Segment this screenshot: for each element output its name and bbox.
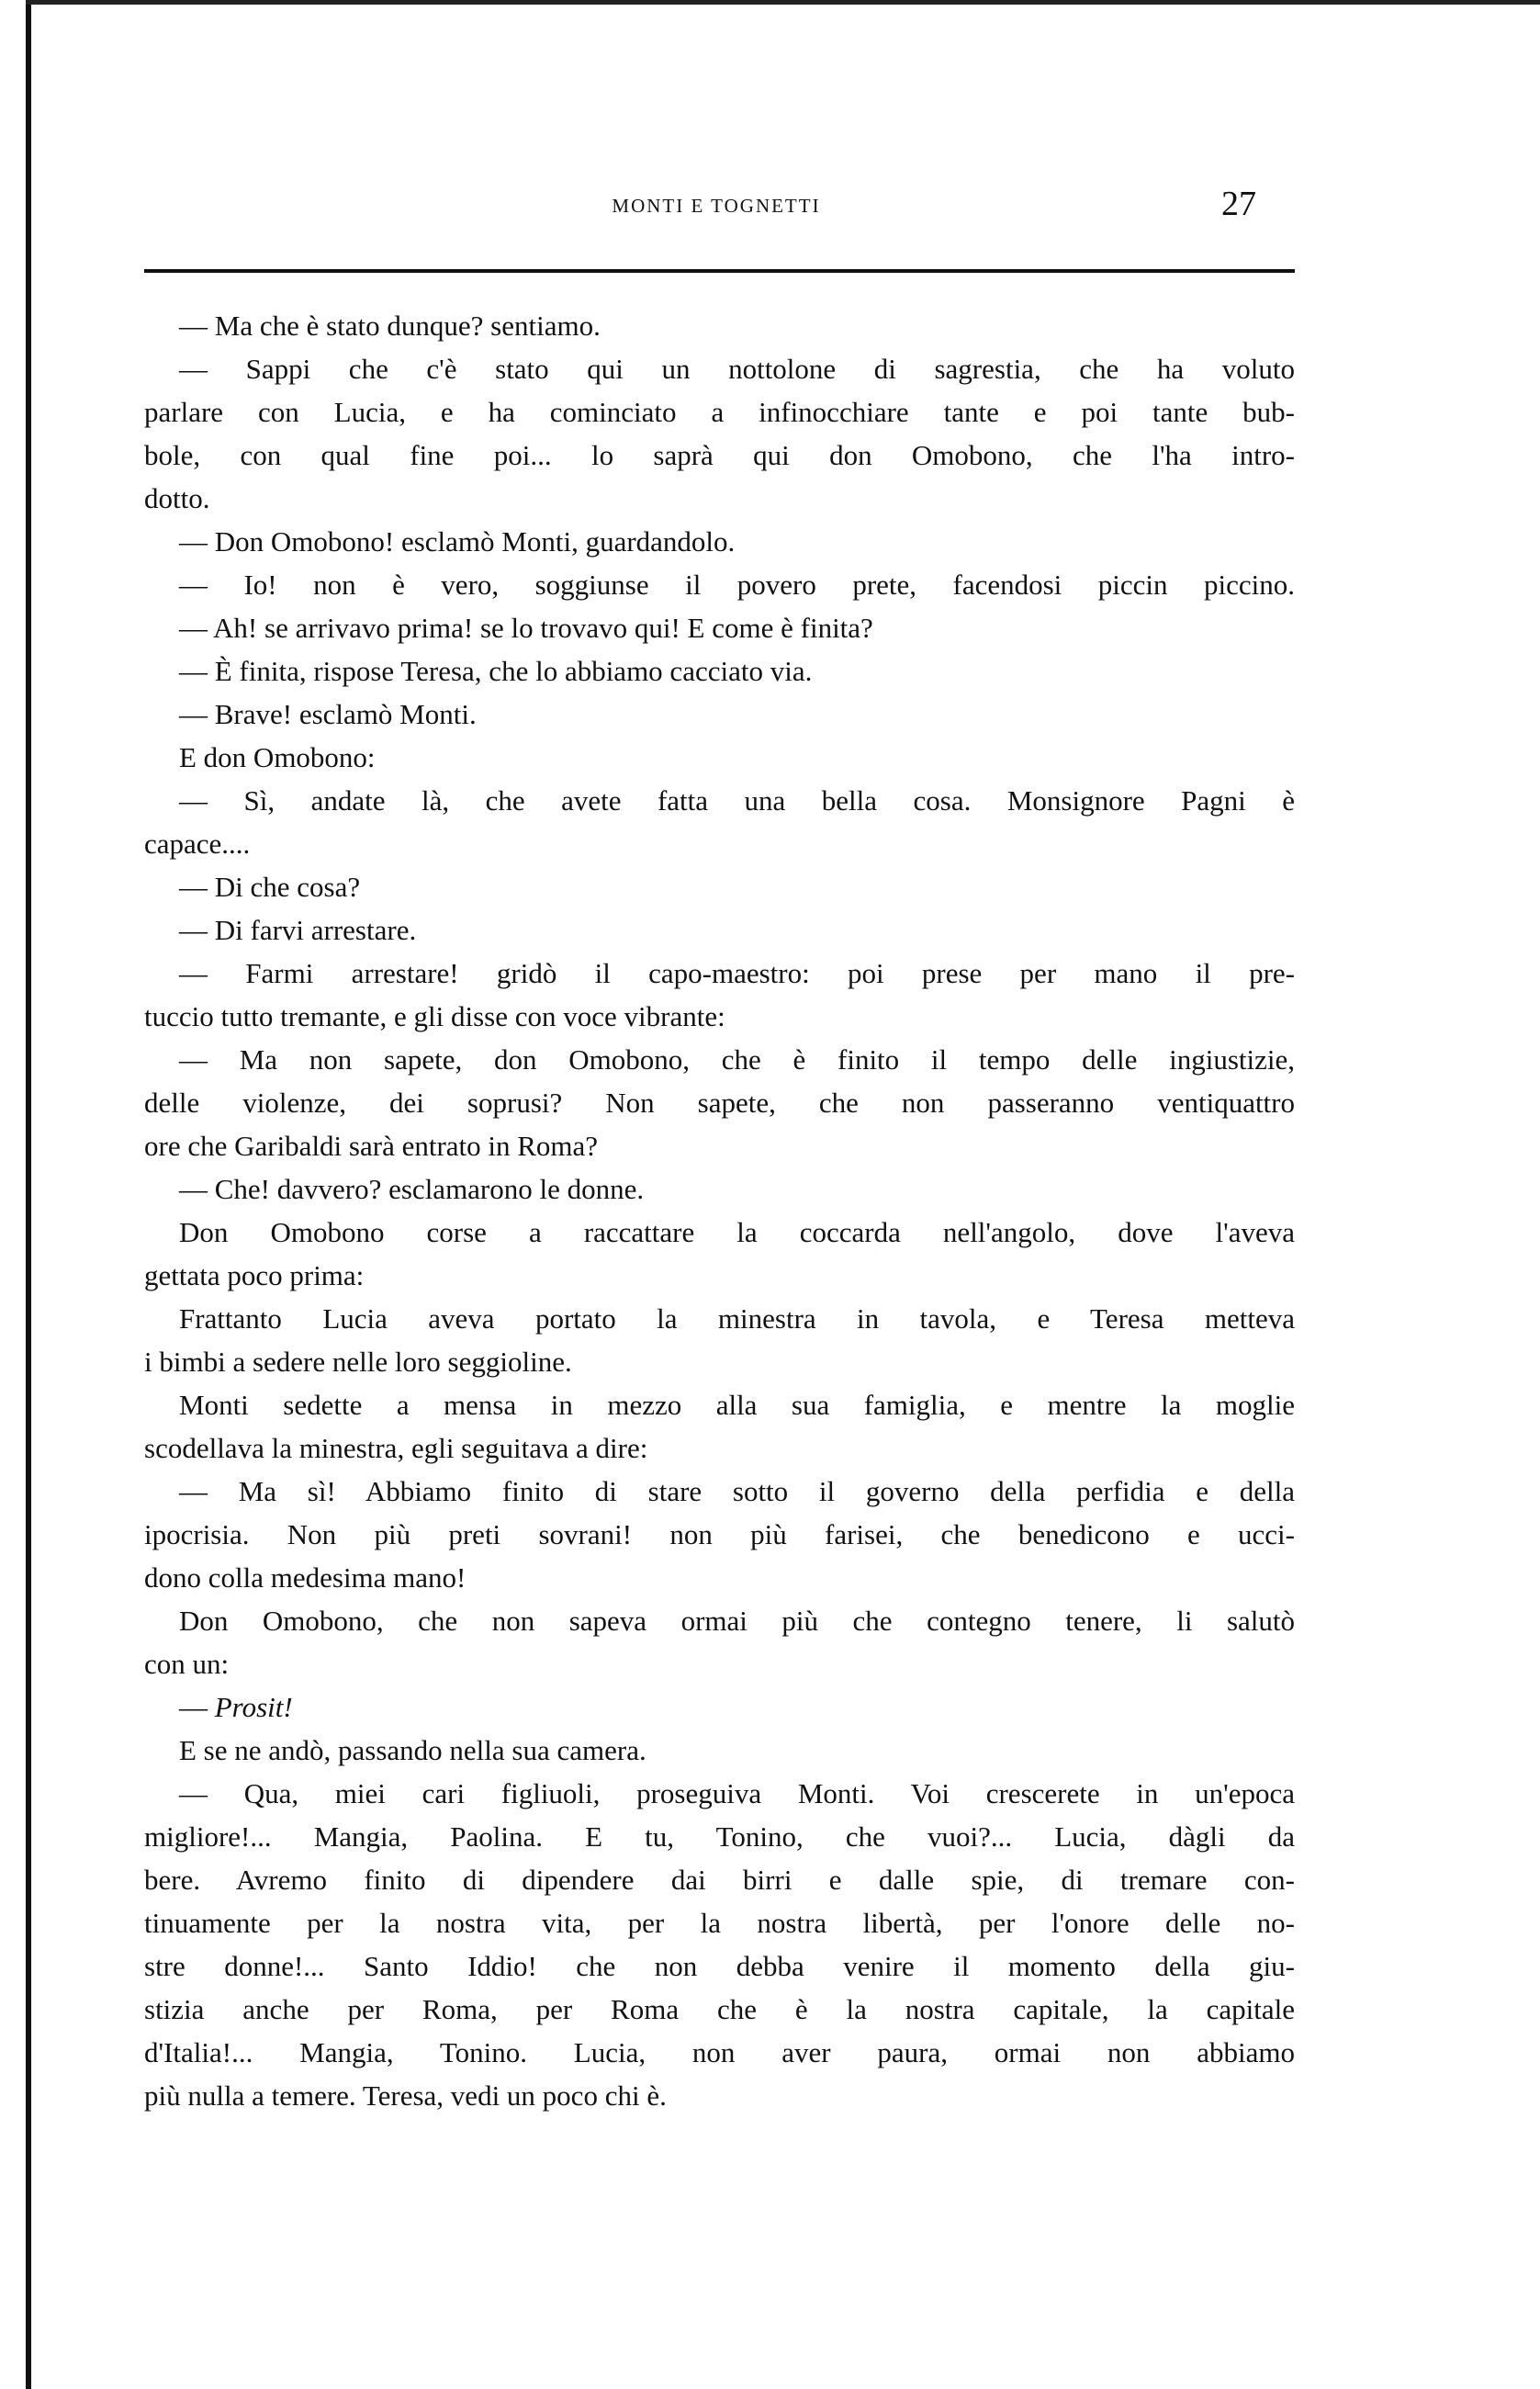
text-line xyxy=(144,822,1295,865)
text-line xyxy=(144,606,1295,649)
line-text: capace.... xyxy=(144,828,251,860)
line-text: dono colla medesima mano! xyxy=(144,1561,466,1594)
text-line xyxy=(144,865,1295,908)
text-line xyxy=(144,1599,1295,1642)
text-line xyxy=(144,1772,1295,1815)
line-text: E don Omobono: xyxy=(179,741,376,773)
text-line xyxy=(144,908,1295,952)
text-line xyxy=(144,1858,1295,1901)
line-text: dotto. xyxy=(144,482,210,514)
line-text: stre donne!... Santo Iddio! che non debba venire il momento della giu- xyxy=(144,1950,1295,1982)
line-text: — È finita, rispose Teresa, che lo abbiamo cacciato via. xyxy=(179,655,813,687)
text-line xyxy=(144,520,1295,563)
text-line xyxy=(144,477,1295,520)
line-text: — Sì, andate là, che avete fatta una bella cosa. Monsignore Pagni è xyxy=(179,784,1295,817)
text-line xyxy=(144,1513,1295,1556)
text-line xyxy=(144,952,1295,995)
page-top-edge xyxy=(26,0,1540,5)
line-text: — xyxy=(179,1691,215,1723)
body-text xyxy=(144,304,1295,2117)
line-text: — Di che cosa? xyxy=(179,871,361,903)
line-text: — Che! davvero? esclamarono le donne. xyxy=(179,1173,645,1205)
text-line xyxy=(144,1340,1295,1383)
line-text: — Ma che è stato dunque? sentiamo. xyxy=(179,310,601,342)
line-text: Don Omobono, che non sapeva ormai più che contegno tenere, li salutò xyxy=(179,1605,1295,1637)
italic-text: Prosit! xyxy=(214,1691,293,1723)
line-text: gettata poco prima: xyxy=(144,1259,365,1291)
text-line xyxy=(144,347,1295,390)
page-number: 27 xyxy=(1221,185,1256,223)
header-rule xyxy=(144,269,1295,273)
text-line xyxy=(144,1426,1295,1470)
text-line xyxy=(144,1944,1295,1988)
line-text: bole, con qual fine poi... lo saprà qui don Omobono, che l'ha intro- xyxy=(144,439,1295,471)
text-line xyxy=(144,1815,1295,1858)
text-line xyxy=(144,779,1295,822)
text-line xyxy=(144,1642,1295,1685)
line-text: migliore!... Mangia, Paolina. E tu, Tonino, che vuoi?... Lucia, dàgli da xyxy=(144,1820,1295,1853)
line-text: — Don Omobono! esclamò Monti, guardandolo. xyxy=(179,525,736,558)
text-line xyxy=(144,434,1295,477)
line-text: — Sappi che c'è stato qui un nottolone di sagrestia, che ha voluto xyxy=(179,353,1295,385)
line-text: tuccio tutto tremante, e gli disse con voce vibrante: xyxy=(144,1000,725,1032)
text-line xyxy=(144,1988,1295,2031)
page-binding-edge xyxy=(26,0,31,2389)
line-text: bere. Avremo finito di dipendere dai birri e dalle spie, di tremare con- xyxy=(144,1864,1295,1896)
text-line xyxy=(144,995,1295,1038)
text-line xyxy=(144,736,1295,779)
line-text: Don Omobono corse a raccattare la coccarda nell'angolo, dove l'aveva xyxy=(179,1216,1295,1248)
line-text: scodellava la minestra, egli seguitava a dire: xyxy=(144,1432,648,1464)
line-text: — Di farvi arrestare. xyxy=(179,914,417,946)
running-title: MONTI E TOGNETTI xyxy=(612,195,821,217)
line-text: tinuamente per la nostra vita, per la nostra libertà, per l'onore delle no- xyxy=(144,1907,1295,1939)
text-line xyxy=(144,1729,1295,1772)
line-text: ore che Garibaldi sarà entrato in Roma? xyxy=(144,1130,599,1162)
text-line xyxy=(144,2031,1295,2074)
text-line xyxy=(144,1685,1295,1729)
line-text: d'Italia!... Mangia, Tonino. Lucia, non aver paura, ormai non abbiamo xyxy=(144,2036,1295,2068)
text-line xyxy=(144,1167,1295,1211)
line-text: — Farmi arrestare! gridò il capo-maestro: poi prese per mano il pre- xyxy=(179,957,1295,989)
text-line xyxy=(144,1081,1295,1124)
text-line xyxy=(144,304,1295,347)
text-line xyxy=(144,1124,1295,1167)
text-line xyxy=(144,1254,1295,1297)
line-text: — Qua, miei cari figliuoli, proseguiva Monti. Voi crescerete in un'epoca xyxy=(179,1777,1295,1809)
text-line xyxy=(144,1901,1295,1944)
text-line xyxy=(144,693,1295,736)
text-line xyxy=(144,1297,1295,1340)
text-line xyxy=(144,1556,1295,1599)
line-text: delle violenze, dei soprusi? Non sapete, che non passeranno ventiquattro xyxy=(144,1087,1295,1119)
text-line xyxy=(144,1383,1295,1426)
text-line xyxy=(144,649,1295,693)
line-text: parlare con Lucia, e ha cominciato a infinocchiare tante e poi tante bub- xyxy=(144,396,1295,428)
line-text: Monti sedette a mensa in mezzo alla sua famiglia, e mentre la moglie xyxy=(179,1389,1295,1421)
line-text: E se ne andò, passando nella sua camera. xyxy=(179,1734,646,1766)
text-line xyxy=(144,1211,1295,1254)
line-text: — Io! non è vero, soggiunse il povero prete, facendosi piccin piccino. xyxy=(179,569,1295,601)
text-line xyxy=(144,563,1295,606)
line-text: i bimbi a sedere nelle loro seggioline. xyxy=(144,1346,572,1378)
line-text: — Ma sì! Abbiamo finito di stare sotto il governo della perfidia e della xyxy=(179,1475,1295,1507)
line-text: Frattanto Lucia aveva portato la minestra in tavola, e Teresa metteva xyxy=(179,1302,1295,1335)
text-line xyxy=(144,2074,1295,2117)
line-text: con un: xyxy=(144,1648,230,1680)
line-text: ipocrisia. Non più preti sovrani! non più farisei, che benedicono e ucci- xyxy=(144,1518,1295,1550)
text-line xyxy=(144,390,1295,434)
line-text: stizia anche per Roma, per Roma che è la nostra capitale, la capitale xyxy=(144,1993,1295,2025)
line-text: — Ma non sapete, don Omobono, che è finito il tempo delle ingiustizie, xyxy=(179,1043,1295,1076)
line-text: più nulla a temere. Teresa, vedi un poco chi è. xyxy=(144,2079,667,2112)
text-line xyxy=(144,1470,1295,1513)
line-text: — Brave! esclamò Monti. xyxy=(179,698,477,730)
text-line xyxy=(144,1038,1295,1081)
line-text: — Ah! se arrivavo prima! se lo trovavo qui! E come è finita? xyxy=(179,612,873,644)
